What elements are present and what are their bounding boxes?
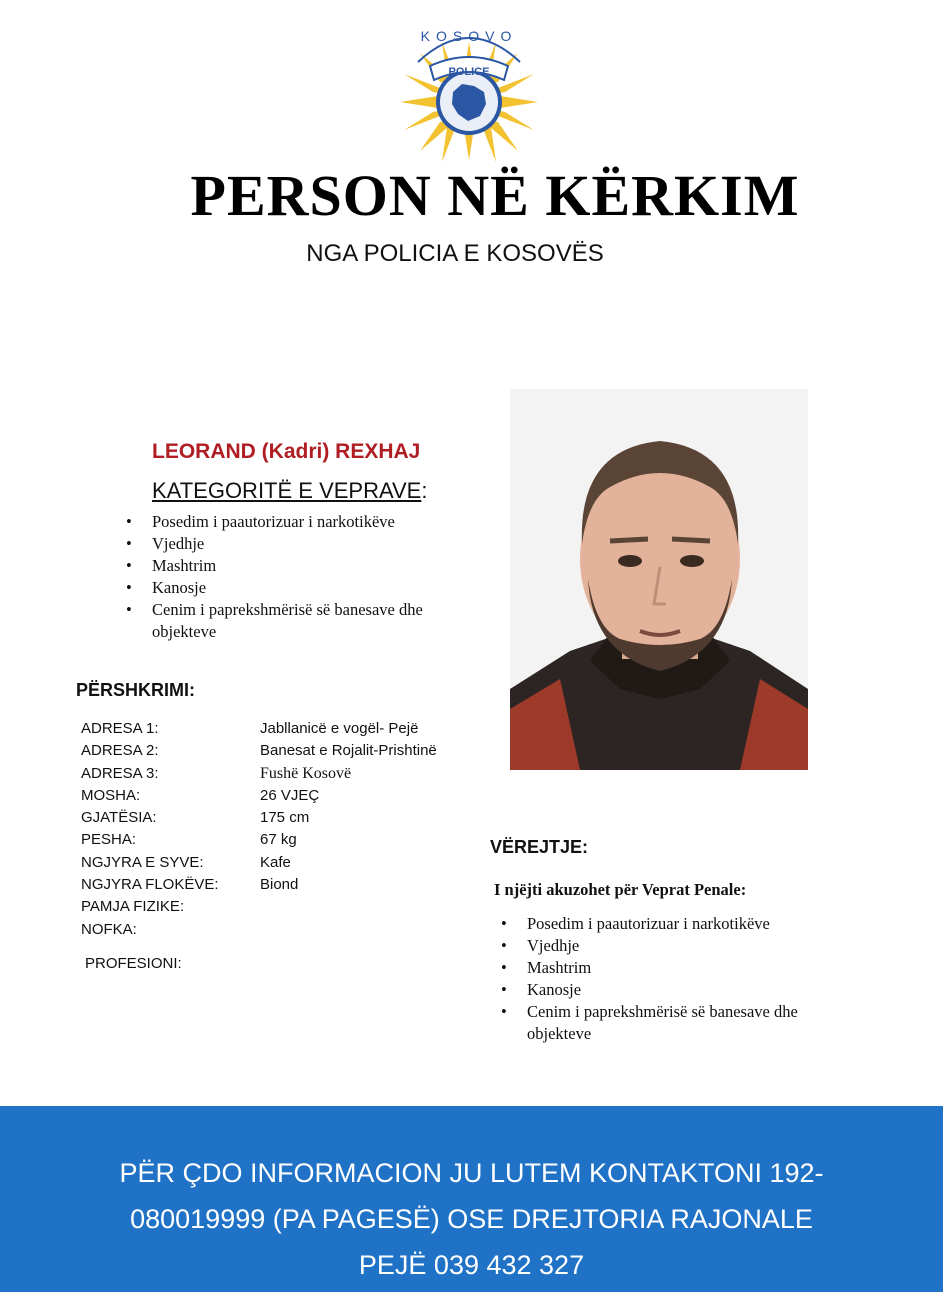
field-value: Jabllanicë e vogël- Pejë xyxy=(260,720,419,737)
list-item: • Cenim i paprekshmërisë së banesave dhe objekteve xyxy=(499,1001,839,1045)
svg-text:POLICE: POLICE xyxy=(448,66,490,78)
page-subtitle: NGA POLICIA E KOSOVËS xyxy=(306,240,604,267)
profession-label: PROFESIONI: xyxy=(85,955,182,972)
field-label: ADRESA 3: xyxy=(81,764,159,782)
list-item: • Mashtrim xyxy=(124,555,464,577)
person-portrait-icon xyxy=(510,389,808,770)
field-value: Biond xyxy=(260,876,299,894)
list-item: • Kanosje xyxy=(124,577,464,599)
field-label: GJATËSIA: xyxy=(81,809,157,827)
categories-heading: KATEGORITË E VEPRAVE: xyxy=(152,478,428,503)
contact-line: 080019999 (PA PAGESË) OSE DREJTORIA RAJONALE xyxy=(130,1204,813,1234)
list-item: • Vjedhje xyxy=(124,533,464,555)
police-badge-icon xyxy=(398,22,540,162)
field-label: NOFKA: xyxy=(81,920,137,938)
field-label: ADRESA 2: xyxy=(81,742,159,760)
kosovo-police-logo xyxy=(398,22,540,162)
contact-footer xyxy=(0,1106,943,1292)
suspect-photo xyxy=(510,389,808,770)
field-label: PAMJA FIZIKE: xyxy=(81,898,185,916)
field-label: NGJYRA E SYVE: xyxy=(81,853,204,871)
list-item: • Kanosje xyxy=(499,979,839,1001)
field-label: ADRESA 1: xyxy=(81,720,159,737)
contact-line: PËR ÇDO INFORMACION JU LUTEM KONTAKTONI 192- xyxy=(119,1158,824,1188)
list-item: • Posedim i paautorizuar i narkotikëve xyxy=(499,913,839,935)
svg-text:KOSOVO: KOSOVO xyxy=(420,28,518,44)
field-label: PESHA: xyxy=(81,831,137,849)
field-value: 67 kg xyxy=(260,831,297,849)
field-value: 175 cm xyxy=(260,809,310,827)
suspect-name: LEORAND (Kadri) REXHAJ xyxy=(152,440,421,463)
field-label: MOSHA: xyxy=(81,786,141,804)
contact-text xyxy=(0,1150,943,1288)
contact-line: PEJË 039 432 327 xyxy=(358,1250,585,1280)
list-item: • Posedim i paautorizuar i narkotikëve xyxy=(124,511,464,533)
field-value: Kafe xyxy=(260,853,291,871)
page-title: PERSON NË KËRKIM xyxy=(190,163,800,228)
description-heading: PËRSHKRIMI: xyxy=(76,680,196,700)
crime-categories-list xyxy=(124,511,464,643)
list-item: • Cenim i paprekshmërisë së banesave dhe objekteve xyxy=(124,599,464,643)
field-value: Fushë Kosovë xyxy=(260,764,352,782)
remarks-heading: VËREJTJE: xyxy=(490,837,589,857)
field-value: Banesat e Rojalit-Prishtinë xyxy=(260,742,437,760)
field-label: NGJYRA FLOKËVE: xyxy=(81,876,219,894)
list-item: • Mashtrim xyxy=(499,957,839,979)
remarks-subheading: I njëjti akuzohet për Veprat Penale: xyxy=(494,880,747,899)
field-value: 26 VJEÇ xyxy=(260,786,320,804)
list-item: • Vjedhje xyxy=(499,935,839,957)
charges-list xyxy=(499,913,839,1045)
